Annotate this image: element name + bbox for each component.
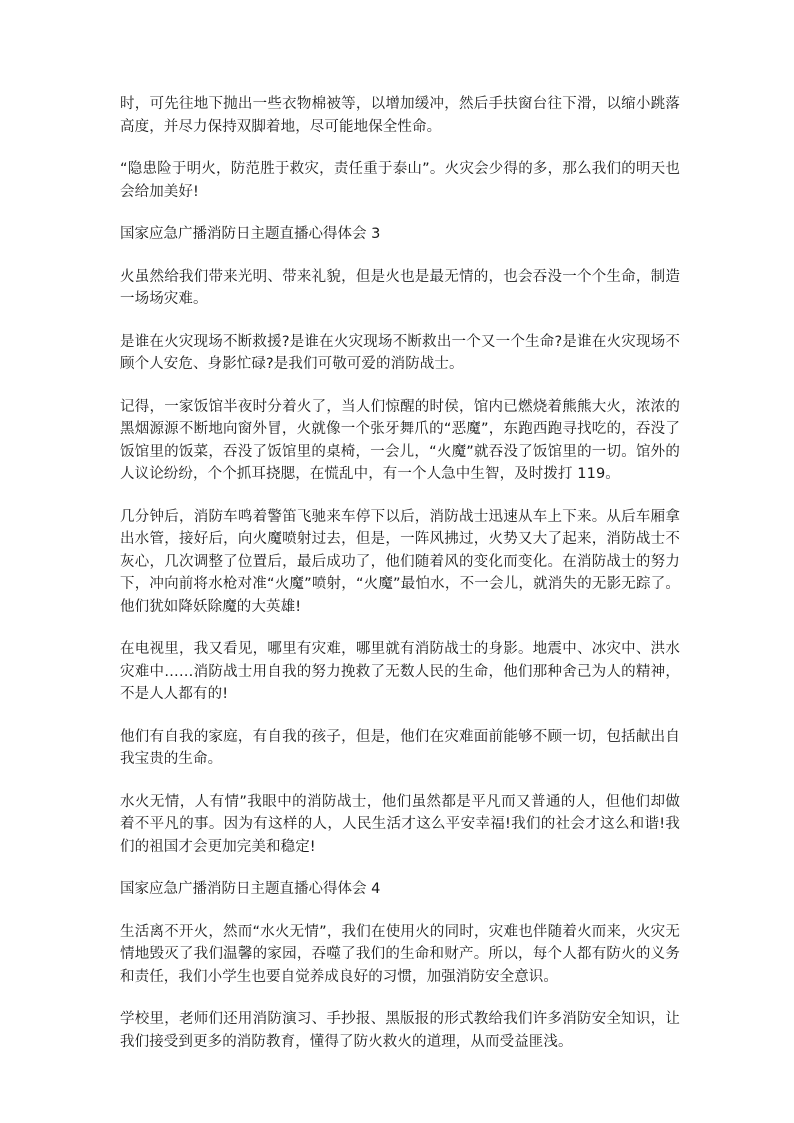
paragraph-family: 他们有自我的家庭，有自我的孩子，但是，他们在灾难面前能够不顾一切，包括献出自我宝贵的生命。	[120, 728, 680, 767]
section-heading-4: 国家应急广播消防日主题直播心得体会 4	[120, 881, 381, 897]
section-heading-3: 国家应急广播消防日主题直播心得体会 3	[120, 226, 381, 242]
paragraph-fire-intro: 火虽然给我们带来光明、带来礼貌，但是火也是最无情的，也会吞没一个个生命，制造一场场灾难。	[120, 268, 680, 307]
paragraph-school: 学校里，老师们还用消防演习、手抄报、黑版报的形式教给我们许多消防安全知识，让我们接受到更多的消防教育，懂得了防火救火的道理，从而受益匪浅。	[120, 1011, 680, 1050]
paragraph-on-tv: 在电视里，我又看见，哪里有灾难，哪里就有消防战士的身影。地震中、冰灾中、洪水灾难中……消防战士用自我的努力挽救了无数人民的生命，他们那种舍己为人的精神，不是人人都有的!	[120, 641, 680, 702]
paragraph-who-rescues: 是谁在火灾现场不断救援?是谁在火灾现场不断救出一个又一个生命?是谁在火灾现场不顾个人安危、身影忙碌?是我们可敬可爱的消防战士。	[120, 333, 680, 372]
document-body	[120, 93, 680, 1073]
paragraph-firefighters-arrive: 几分钟后，消防车鸣着警笛飞驰来车停下以后，消防战士迅速从车上下来。从后车厢拿出水管，接好后，向火魔喷射过去，但是，一阵风拂过，火势又大了起来，消防战士不灰心，几次调整了位置后，最后成功了，他们随着风的变化而变化。在消防战士的努力下，冲向前将水枪对准“火魔”喷射，“火魔”最怕水，不一会儿，就消失的无影无踪了。他们犹如降妖除魔的大英雄!	[120, 508, 680, 615]
paragraph-life-and-fire: 生活离不开火，然而“水火无情”，我们在使用火的同时，灾难也伴随着火而来，火灾无情地毁灭了我们温馨的家园，吞噬了我们的生命和财产。所以，每个人都有防火的义务和责任，我们小学生也要自觉养成良好的习惯，加强消防安全意识。	[120, 923, 680, 985]
paragraph-water-fire: 水火无情，人有情”我眼中的消防战士，他们虽然都是平凡而又普通的人，但他们却做着不平凡的事。因为有这样的人，人民生活才这么平安幸福!我们的社会才这么和谐!我们的祖国才会更加完美和稳定!	[120, 793, 680, 855]
paragraph-escape-advice: 时，可先往地下抛出一些衣物棉被等，以增加缓冲，然后手扶窗台往下滑，以缩小跳落高度，并尽力保持双脚着地，尽可能地保全性命。	[120, 96, 680, 135]
paragraph-slogan: “隐患险于明火，防范胜于救灾，责任重于泰山”。火灾会少得的多，那么我们的明天也会给加美好!	[120, 161, 680, 200]
paragraph-restaurant-fire: 记得，一家饭馆半夜时分着火了，当人们惊醒的时侯，馆内已燃烧着熊熊大火，浓浓的黑烟源源不断地向窗外冒，火就像一个张牙舞爪的“恶魔”，东跑西跑寻找吃的，吞没了饭馆里的饭菜，吞没了饭馆里的桌椅，一会儿，“火魔”就吞没了饭馆里的一切。馆外的人议论纷纷，个个抓耳挠腮，在慌乱中，有一个人急中生智，及时拨打 119。	[120, 398, 680, 482]
